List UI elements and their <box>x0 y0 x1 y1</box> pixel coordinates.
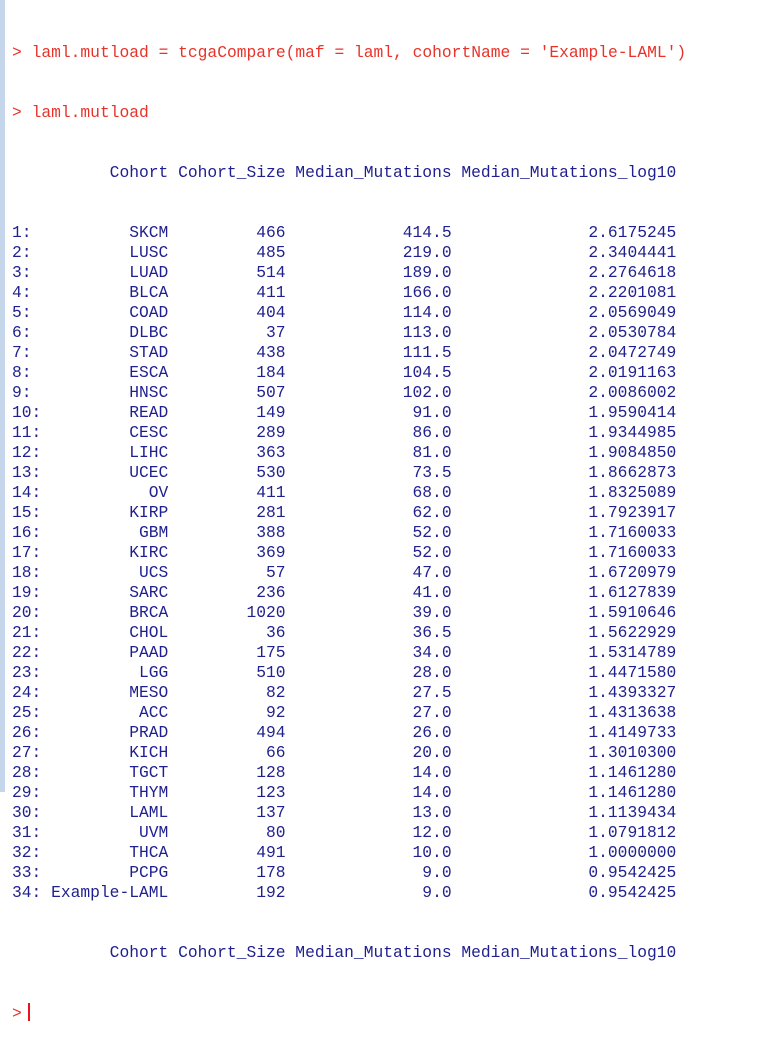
cell-row-index: 31: <box>12 823 42 842</box>
cell-median-mutations-log10: 1.6127839 <box>588 583 677 602</box>
cell-cohort-size: 510 <box>256 663 286 682</box>
cell-row-index: 11: <box>12 423 42 442</box>
r-console[interactable] <box>12 3 686 1043</box>
cell-median-mutations: 26.0 <box>412 723 452 742</box>
console-gutter <box>0 0 5 792</box>
cell-median-mutations: 27.0 <box>412 703 452 722</box>
table-row <box>12 723 686 743</box>
table-row <box>12 523 686 543</box>
cell-median-mutations-log10: 1.9084850 <box>588 443 677 462</box>
text-cursor <box>28 1003 30 1021</box>
cell-median-mutations-log10: 1.8662873 <box>588 463 677 482</box>
cell-median-mutations-log10: 1.1139434 <box>588 803 677 822</box>
cell-row-index: 33: <box>12 863 42 882</box>
cell-median-mutations-log10: 1.5314789 <box>588 643 677 662</box>
cell-cohort-size: 485 <box>256 243 286 262</box>
table-row <box>12 483 686 503</box>
cell-median-mutations: 47.0 <box>412 563 452 582</box>
cell-row-index: 12: <box>12 443 42 462</box>
cell-cohort: LUSC <box>129 243 169 262</box>
cell-median-mutations-log10: 1.0000000 <box>588 843 677 862</box>
cell-median-mutations: 68.0 <box>412 483 452 502</box>
cell-cohort-size: 363 <box>256 443 286 462</box>
cell-cohort: LAML <box>129 803 169 822</box>
cell-row-index: 5: <box>12 303 32 322</box>
cell-median-mutations-log10: 1.1461280 <box>588 763 677 782</box>
table-row <box>12 283 686 303</box>
cell-row-index: 1: <box>12 223 32 242</box>
table-row <box>12 303 686 323</box>
cell-median-mutations-log10: 1.8325089 <box>588 483 677 502</box>
cell-cohort: HNSC <box>129 383 169 402</box>
cell-cohort-size: 37 <box>265 323 286 342</box>
cell-cohort: BRCA <box>129 603 169 622</box>
cell-row-index: 18: <box>12 563 42 582</box>
cell-median-mutations-log10: 1.7923917 <box>588 503 677 522</box>
cell-cohort-size: 57 <box>265 563 286 582</box>
table-row <box>12 663 686 683</box>
cell-row-index: 8: <box>12 363 32 382</box>
cell-median-mutations-log10: 1.4149733 <box>588 723 677 742</box>
table-row <box>12 223 686 243</box>
cell-median-mutations-log10: 1.4393327 <box>588 683 677 702</box>
cell-median-mutations: 10.0 <box>412 843 452 862</box>
column-header-median-mutations-log10: Median_Mutations_log10 <box>461 163 677 182</box>
table-row <box>12 503 686 523</box>
cell-cohort-size: 411 <box>256 483 286 502</box>
cell-row-index: 20: <box>12 603 42 622</box>
cell-row-index: 17: <box>12 543 42 562</box>
cell-median-mutations: 166.0 <box>402 283 452 302</box>
cell-cohort-size: 466 <box>256 223 286 242</box>
cell-median-mutations-log10: 2.2201081 <box>588 283 677 302</box>
cell-row-index: 9: <box>12 383 32 402</box>
table-row <box>12 423 686 443</box>
cell-row-index: 7: <box>12 343 32 362</box>
cell-median-mutations: 36.5 <box>412 623 452 642</box>
cell-cohort: UCS <box>138 563 169 582</box>
cell-median-mutations-log10: 2.0086002 <box>588 383 677 402</box>
cell-row-index: 29: <box>12 783 42 802</box>
cell-median-mutations: 52.0 <box>412 523 452 542</box>
cell-median-mutations: 13.0 <box>412 803 452 822</box>
cell-median-mutations: 73.5 <box>412 463 452 482</box>
cell-cohort-size: 388 <box>256 523 286 542</box>
table-row <box>12 823 686 843</box>
cell-median-mutations-log10: 1.3010300 <box>588 743 677 762</box>
cell-cohort-size: 494 <box>256 723 286 742</box>
cell-row-index: 30: <box>12 803 42 822</box>
cell-cohort-size: 192 <box>256 883 286 902</box>
table-row <box>12 863 686 883</box>
cell-median-mutations: 27.5 <box>412 683 452 702</box>
table-row <box>12 463 686 483</box>
cell-median-mutations-log10: 1.5910646 <box>588 603 677 622</box>
table-row <box>12 323 686 343</box>
command-line-2 <box>12 103 686 123</box>
cell-row-index: 24: <box>12 683 42 702</box>
table-row <box>12 543 686 563</box>
table-row <box>12 763 686 783</box>
cell-cohort-size: 289 <box>256 423 286 442</box>
cell-cohort: THYM <box>129 783 169 802</box>
table-row <box>12 703 686 723</box>
cell-cohort-size: 92 <box>265 703 286 722</box>
table-row <box>12 783 686 803</box>
cell-cohort: MESO <box>129 683 169 702</box>
cell-cohort-size: 82 <box>265 683 286 702</box>
cell-median-mutations-log10: 2.0530784 <box>588 323 677 342</box>
command-text: laml.mutload = tcgaCompare(maf = laml, cohortName = 'Example-LAML') <box>31 43 687 62</box>
cell-cohort-size: 1020 <box>246 603 286 622</box>
cell-row-index: 28: <box>12 763 42 782</box>
cell-row-index: 19: <box>12 583 42 602</box>
table-row <box>12 403 686 423</box>
cell-median-mutations-log10: 1.1461280 <box>588 783 677 802</box>
cell-median-mutations: 14.0 <box>412 763 452 782</box>
cell-row-index: 27: <box>12 743 42 762</box>
cell-cohort-size: 236 <box>256 583 286 602</box>
cell-cohort: UCEC <box>129 463 169 482</box>
prompt: > <box>12 43 22 62</box>
cell-row-index: 13: <box>12 463 42 482</box>
prompt: > <box>12 1004 22 1023</box>
cell-median-mutations-log10: 1.7160033 <box>588 523 677 542</box>
cell-median-mutations: 52.0 <box>412 543 452 562</box>
cell-cohort: CHOL <box>129 623 169 642</box>
cell-median-mutations: 111.5 <box>402 343 452 362</box>
cell-row-index: 26: <box>12 723 42 742</box>
cell-median-mutations: 104.5 <box>402 363 452 382</box>
cell-cohort-size: 438 <box>256 343 286 362</box>
cell-cohort-size: 175 <box>256 643 286 662</box>
cell-median-mutations-log10: 0.9542425 <box>588 883 677 902</box>
cell-cohort-size: 184 <box>256 363 286 382</box>
cell-row-index: 10: <box>12 403 42 422</box>
cell-median-mutations: 91.0 <box>412 403 452 422</box>
cell-row-index: 22: <box>12 643 42 662</box>
cell-cohort: Example-LAML <box>51 883 169 902</box>
table-row <box>12 683 686 703</box>
cell-median-mutations: 34.0 <box>412 643 452 662</box>
column-header-cohort-size: Cohort_Size <box>178 943 286 962</box>
cell-cohort: LUAD <box>129 263 169 282</box>
table-header-top <box>12 163 686 183</box>
table-row <box>12 883 686 903</box>
cell-median-mutations: 113.0 <box>402 323 452 342</box>
prompt: > <box>12 103 22 122</box>
cell-cohort-size: 514 <box>256 263 286 282</box>
cell-row-index: 15: <box>12 503 42 522</box>
table-row <box>12 843 686 863</box>
column-header-median-mutations-log10: Median_Mutations_log10 <box>461 943 677 962</box>
cell-cohort: UVM <box>138 823 169 842</box>
table-row <box>12 383 686 403</box>
cell-median-mutations-log10: 1.0791812 <box>588 823 677 842</box>
cell-median-mutations: 414.5 <box>402 223 452 242</box>
cell-median-mutations-log10: 2.0472749 <box>588 343 677 362</box>
cell-row-index: 4: <box>12 283 32 302</box>
cell-row-index: 32: <box>12 843 42 862</box>
table-header-bottom <box>12 943 686 963</box>
cell-median-mutations: 219.0 <box>402 243 452 262</box>
cell-cohort: COAD <box>129 303 169 322</box>
cell-cohort: PRAD <box>129 723 169 742</box>
table-row <box>12 343 686 363</box>
cell-cohort-size: 491 <box>256 843 286 862</box>
cell-cohort: KIRC <box>129 543 169 562</box>
input-line[interactable] <box>12 1003 686 1023</box>
cell-median-mutations: 189.0 <box>402 263 452 282</box>
cell-cohort: TGCT <box>129 763 169 782</box>
cell-cohort: DLBC <box>129 323 169 342</box>
column-header-median-mutations: Median_Mutations <box>295 163 452 182</box>
column-header-median-mutations: Median_Mutations <box>295 943 452 962</box>
cell-row-index: 14: <box>12 483 42 502</box>
command-line-1 <box>12 43 686 63</box>
table-row <box>12 603 686 623</box>
cell-cohort-size: 178 <box>256 863 286 882</box>
cell-median-mutations-log10: 2.6175245 <box>588 223 677 242</box>
cell-row-index: 3: <box>12 263 32 282</box>
table-row <box>12 363 686 383</box>
cell-row-index: 34: <box>12 883 42 902</box>
cell-median-mutations-log10: 1.9590414 <box>588 403 677 422</box>
cell-cohort-size: 369 <box>256 543 286 562</box>
cell-median-mutations: 39.0 <box>412 603 452 622</box>
cell-median-mutations-log10: 2.0191163 <box>588 363 677 382</box>
table-row <box>12 563 686 583</box>
cell-median-mutations-log10: 2.2764618 <box>588 263 677 282</box>
cell-median-mutations-log10: 1.6720979 <box>588 563 677 582</box>
cell-cohort: KICH <box>129 743 169 762</box>
cell-cohort-size: 128 <box>256 763 286 782</box>
cell-median-mutations-log10: 0.9542425 <box>588 863 677 882</box>
cell-median-mutations: 14.0 <box>412 783 452 802</box>
table-body <box>12 223 686 903</box>
cell-median-mutations-log10: 1.4471580 <box>588 663 677 682</box>
cell-cohort-size: 80 <box>265 823 286 842</box>
table-row <box>12 623 686 643</box>
cell-cohort-size: 404 <box>256 303 286 322</box>
cell-cohort-size: 149 <box>256 403 286 422</box>
table-row <box>12 243 686 263</box>
table-row <box>12 803 686 823</box>
cell-cohort: BLCA <box>129 283 169 302</box>
cell-median-mutations: 81.0 <box>412 443 452 462</box>
column-header-cohort: Cohort <box>109 943 169 962</box>
cell-median-mutations: 86.0 <box>412 423 452 442</box>
cell-cohort-size: 281 <box>256 503 286 522</box>
cell-cohort: READ <box>129 403 169 422</box>
cell-median-mutations-log10: 1.9344985 <box>588 423 677 442</box>
cell-median-mutations: 20.0 <box>412 743 452 762</box>
command-text: laml.mutload <box>31 103 149 122</box>
cell-cohort: CESC <box>129 423 169 442</box>
table-row <box>12 263 686 283</box>
cell-cohort: LGG <box>138 663 169 682</box>
cell-cohort-size: 507 <box>256 383 286 402</box>
cell-median-mutations-log10: 1.4313638 <box>588 703 677 722</box>
cell-cohort: PCPG <box>129 863 169 882</box>
cell-cohort: LIHC <box>129 443 169 462</box>
cell-cohort-size: 123 <box>256 783 286 802</box>
column-header-cohort-size: Cohort_Size <box>178 163 286 182</box>
cell-cohort: STAD <box>129 343 169 362</box>
cell-median-mutations-log10: 2.0569049 <box>588 303 677 322</box>
cell-cohort: THCA <box>129 843 169 862</box>
cell-cohort: GBM <box>138 523 169 542</box>
cell-row-index: 6: <box>12 323 32 342</box>
table-row <box>12 443 686 463</box>
cell-cohort-size: 530 <box>256 463 286 482</box>
cell-cohort: ESCA <box>129 363 169 382</box>
cell-median-mutations-log10: 2.3404441 <box>588 243 677 262</box>
cell-row-index: 23: <box>12 663 42 682</box>
cell-row-index: 21: <box>12 623 42 642</box>
cell-row-index: 25: <box>12 703 42 722</box>
cell-cohort: PAAD <box>129 643 169 662</box>
cell-cohort: KIRP <box>129 503 169 522</box>
cell-cohort: SKCM <box>129 223 169 242</box>
cell-cohort-size: 36 <box>265 623 286 642</box>
table-row <box>12 743 686 763</box>
cell-cohort-size: 137 <box>256 803 286 822</box>
cell-median-mutations: 62.0 <box>412 503 452 522</box>
cell-cohort: SARC <box>129 583 169 602</box>
cell-median-mutations-log10: 1.5622929 <box>588 623 677 642</box>
cell-cohort: ACC <box>138 703 169 722</box>
cell-median-mutations: 9.0 <box>422 863 452 882</box>
cell-median-mutations: 28.0 <box>412 663 452 682</box>
cell-median-mutations-log10: 1.7160033 <box>588 543 677 562</box>
cell-median-mutations: 12.0 <box>412 823 452 842</box>
table-row <box>12 643 686 663</box>
cell-cohort-size: 411 <box>256 283 286 302</box>
cell-median-mutations: 41.0 <box>412 583 452 602</box>
cell-cohort-size: 66 <box>265 743 286 762</box>
column-header-cohort: Cohort <box>109 163 169 182</box>
cell-median-mutations: 102.0 <box>402 383 452 402</box>
cell-cohort: OV <box>148 483 169 502</box>
cell-row-index: 16: <box>12 523 42 542</box>
table-row <box>12 583 686 603</box>
cell-median-mutations: 114.0 <box>402 303 452 322</box>
cell-median-mutations: 9.0 <box>422 883 452 902</box>
cell-row-index: 2: <box>12 243 32 262</box>
